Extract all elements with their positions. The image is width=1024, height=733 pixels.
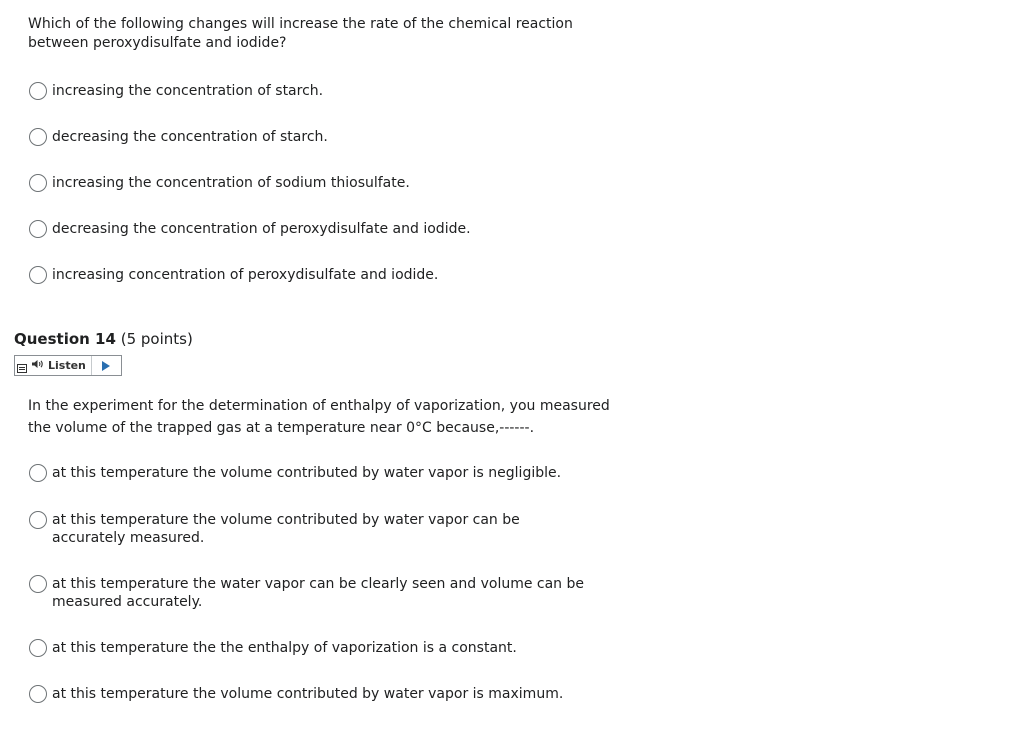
- menu-icon[interactable]: [17, 364, 27, 373]
- question-points: (5 points): [120, 330, 193, 348]
- radio-button[interactable]: [29, 685, 47, 703]
- question-title: Question 14: [14, 330, 116, 348]
- q13-option-2[interactable]: [29, 128, 592, 146]
- listen-label: Listen: [48, 359, 86, 372]
- option-label: at this temperature the volume contributed by water vapor can be accurately measured.: [52, 512, 520, 546]
- question-14-header: [14, 329, 193, 349]
- radio-button[interactable]: [29, 174, 47, 192]
- option-label: decreasing the concentration of starch.: [52, 129, 328, 145]
- listen-menu-button[interactable]: [15, 356, 28, 375]
- q13-option-1[interactable]: [29, 82, 592, 100]
- option-label: at this temperature the water vapor can be clearly seen and volume can be measured accurately.: [52, 576, 585, 610]
- radio-button[interactable]: [29, 82, 47, 100]
- q13-option-4[interactable]: [29, 220, 592, 238]
- play-icon[interactable]: [102, 361, 110, 371]
- option-label: increasing the concentration of starch.: [52, 83, 324, 99]
- radio-button[interactable]: [29, 575, 47, 593]
- listen-toolbar: [14, 355, 122, 376]
- radio-button[interactable]: [29, 639, 47, 657]
- option-label: at this temperature the volume contributed by water vapor is maximum.: [52, 686, 564, 702]
- option-label: increasing concentration of peroxydisulfate and iodide.: [52, 267, 439, 283]
- q14-option-5[interactable]: [29, 685, 592, 703]
- question-14-text: In the experiment for the determination of enthalpy of vaporization, you measured the volume of the trapped gas at a temperature near 0°C because,------.: [28, 398, 610, 436]
- q14-option-2[interactable]: [29, 511, 592, 547]
- q14-option-1[interactable]: [29, 464, 592, 482]
- radio-button[interactable]: [29, 464, 47, 482]
- q13-option-3[interactable]: [29, 174, 592, 192]
- radio-button[interactable]: [29, 511, 47, 529]
- radio-button[interactable]: [29, 220, 47, 238]
- radio-button[interactable]: [29, 266, 47, 284]
- speaker-icon: [32, 359, 44, 372]
- radio-button[interactable]: [29, 128, 47, 146]
- option-label: decreasing the concentration of peroxydisulfate and iodide.: [52, 221, 471, 237]
- question-13-text: Which of the following changes will increase the rate of the chemical reaction between peroxydisulfate and iodide?: [28, 16, 573, 51]
- q14-option-3[interactable]: [29, 575, 592, 611]
- option-label: increasing the concentration of sodium thiosulfate.: [52, 175, 410, 191]
- listen-button[interactable]: [28, 356, 92, 375]
- q13-option-5[interactable]: [29, 266, 592, 284]
- q14-option-4[interactable]: [29, 639, 592, 657]
- option-label: at this temperature the the enthalpy of vaporization is a constant.: [52, 640, 517, 656]
- play-button[interactable]: [92, 356, 121, 375]
- option-label: at this temperature the volume contributed by water vapor is negligible.: [52, 465, 562, 481]
